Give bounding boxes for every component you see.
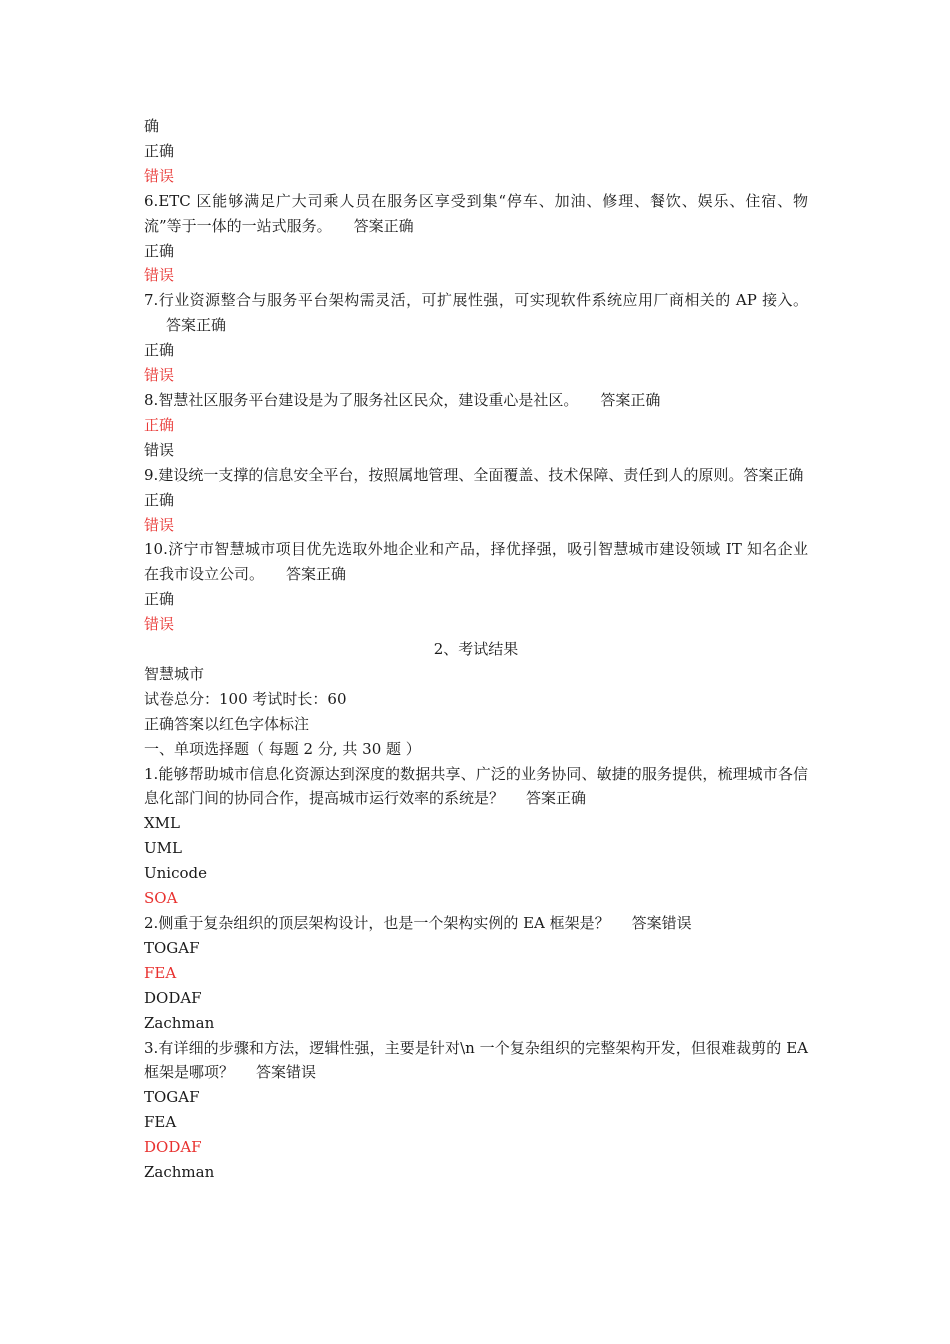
- option: 正确: [144, 141, 175, 160]
- option: Unicode: [144, 864, 208, 883]
- correct-option: SOA: [144, 889, 178, 908]
- tf-question-10: [144, 537, 808, 637]
- option: Zachman: [144, 1163, 215, 1182]
- tf-question-7: [144, 288, 808, 388]
- question-text: 2.侧重于复杂组织的顶层架构设计，也是一个架构实例的 EA 框架是？ 答案错误: [144, 914, 692, 932]
- correct-option: 错误: [144, 615, 175, 634]
- option: FEA: [144, 1113, 177, 1132]
- mc-question-2: [144, 911, 808, 1036]
- tf-question-5-tail: [144, 139, 808, 189]
- part-title: 一、单项选择题（ 每题 2 分, 共 30 题 ）: [144, 739, 421, 758]
- tf-question-6: [144, 189, 808, 289]
- exam-name: 智慧城市: [144, 664, 205, 683]
- answer-status: 答案正确: [600, 390, 661, 409]
- mc-question-1: [144, 762, 808, 911]
- answer-status: 答案正确: [353, 216, 414, 235]
- option: TOGAF: [144, 938, 200, 957]
- answer-status: 答案正确: [286, 565, 347, 584]
- question-text: 1.能够帮助城市信息化资源达到深度的数据共享、广泛的业务协同、敏捷的服务提供，梳理城市各信息化部门间的协同合作，提高城市运行效率的系统是？ 答案正确: [144, 764, 808, 808]
- question-text: 6.ETC 区能够满足广大司乘人员在服务区享受到集“停车、加油、修理、餐饮、娱乐、住宿、物流”等于一体的一站式服务。 答案正确: [144, 191, 808, 235]
- correct-option: 正确: [144, 415, 175, 434]
- correct-option: 错误: [144, 166, 175, 185]
- document-page: [144, 114, 808, 1185]
- option: 正确: [144, 341, 175, 360]
- correct-option: FEA: [144, 963, 177, 982]
- correct-option: DODAF: [144, 1138, 202, 1157]
- question-text: 10.济宁市智慧城市项目优先选取外地企业和产品，择优择强，吸引智慧城市建设领域 IT 知名企业在我市设立公司。 答案正确: [144, 540, 808, 584]
- tf-question-9: [144, 463, 808, 538]
- option: XML: [144, 814, 180, 833]
- section-heading: 2、考试结果: [433, 640, 519, 659]
- answer-status: 答案正确: [166, 316, 227, 335]
- question-text: 3.有详细的步骤和方法，逻辑性强，主要是针对\n 一个复杂组织的完整架构开发，但很难裁剪的 EA 框架是哪项？ 答案错误: [144, 1038, 808, 1082]
- mc-question-3: [144, 1036, 808, 1185]
- legend-note: 正确答案以红色字体标注: [144, 714, 310, 733]
- option: Zachman: [144, 1013, 215, 1032]
- exam-meta: 试卷总分：100 考试时长：60: [144, 689, 347, 708]
- answer-status: 答案错误: [631, 914, 692, 932]
- tf-question-8: [144, 388, 808, 463]
- correct-option: 错误: [144, 515, 175, 534]
- option: 正确: [144, 590, 175, 609]
- correct-option: 错误: [144, 366, 175, 385]
- answer-status: 答案正确: [526, 789, 587, 808]
- top-fragment-text: 确: [144, 117, 160, 135]
- correct-option: 错误: [144, 266, 175, 285]
- question-text: 8.智慧社区服务平台建设是为了服务社区民众，建设重心是社区。 答案正确: [144, 390, 661, 409]
- option: 正确: [144, 241, 175, 260]
- answer-status: 答案正确: [743, 465, 804, 484]
- option: DODAF: [144, 988, 202, 1007]
- option: UML: [144, 839, 182, 858]
- option: TOGAF: [144, 1088, 200, 1107]
- question-text: 9.建设统一支撑的信息安全平台，按照属地管理、全面覆盖、技术保障、责任到人的原则。答案正确: [144, 465, 804, 484]
- option: 错误: [144, 440, 175, 459]
- answer-status: 答案错误: [256, 1063, 317, 1082]
- option: 正确: [144, 490, 175, 509]
- question-text: 7.行业资源整合与服务平台架构需灵活，可扩展性强，可实现软件系统应用厂商相关的 AP 接入。答案正确: [144, 291, 808, 335]
